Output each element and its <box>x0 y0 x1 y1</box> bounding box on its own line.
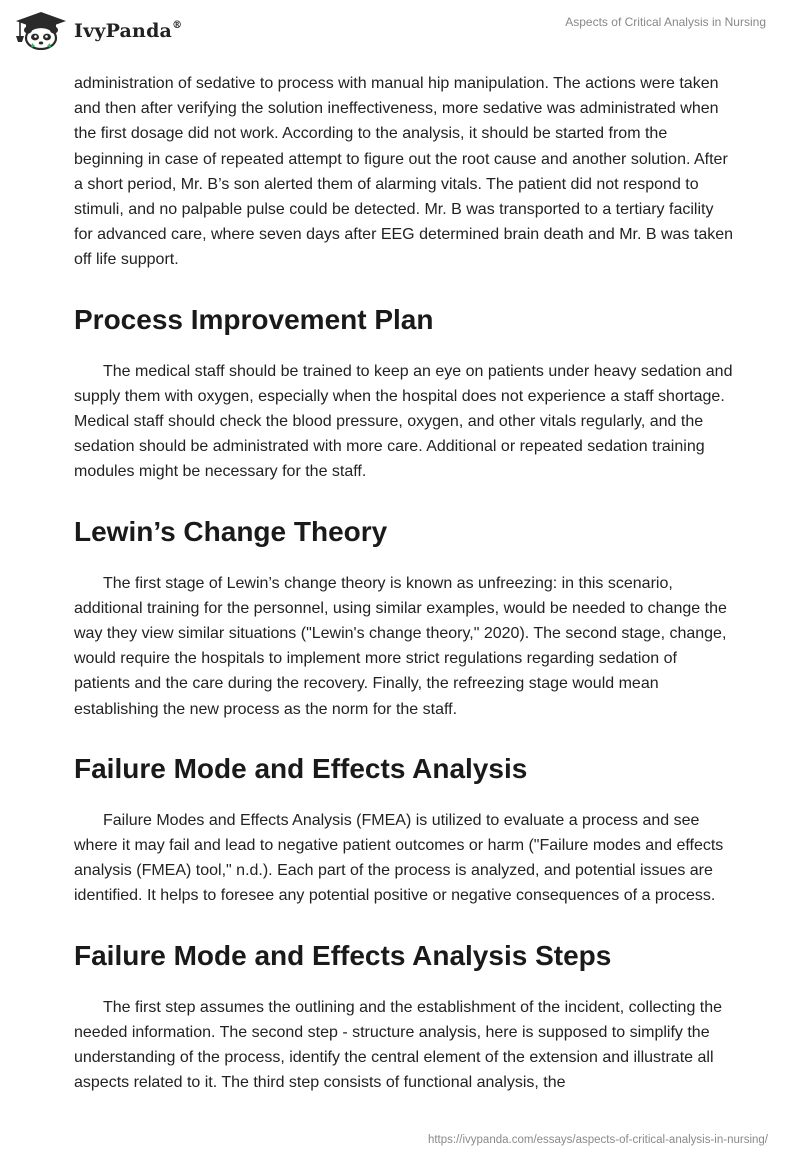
document-title: Aspects of Critical Analysis in Nursing <box>565 15 766 29</box>
heading-process-improvement-plan: Process Improvement Plan <box>74 303 434 335</box>
paragraph-intro: administration of sedative to process with manual hip manipulation. The actions were taken and then after verifying the solution ineffectiveness, more sedative was administrated when the first dosage did not work. According to the analysis, it should be started from the beginning in case of repeated attempt to figure out the root cause and another solution. After a short period, Mr. B’s son alerted them of alarming vitals. The patient did not respond to stimuli, and no palpable pulse could be detected. Mr. B was transported to a tertiary facility for advanced care, where seven days after EEG determined brain death and Mr. B was taken off life support. <box>74 75 734 269</box>
essay-body <box>74 71 734 1095</box>
brand-logo[interactable] <box>14 10 182 50</box>
panda-graduate-icon <box>14 10 68 50</box>
registered-mark: ® <box>172 19 183 31</box>
paragraph-fmea-steps: The first step assumes the outlining and the establishment of the incident, collecting the needed information. The second step - structure analysis, here is supposed to simplify the understanding of the process, identify the central element of the extension and illustrate all aspects related to it. The third step consists of functional analysis, the <box>74 998 723 1092</box>
paragraph-lewins-change-theory: The first stage of Lewin’s change theory is known as unfreezing: in this scenario, additional training for the personnel, using similar examples, would be needed to change the way they view similar situations ("Lewin's change theory," 2020). The second stage, change, would require the hospitals to implement more strict regulations regarding sedation of patients and the care during the recovery. Finally, the refreezing stage would mean establishing the new process as the norm for the staff. <box>74 574 727 718</box>
paragraph-process-improvement-plan: The medical staff should be trained to keep an eye on patients under heavy sedation and supply them with oxygen, especially when the hospital does not experience a staff shortage. Medical staff should check the blood pressure, oxygen, and other vitals regularly, and the sedation should be administrated with more care. Additional or repeated sedation training modules might be necessary for the staff. <box>74 362 733 481</box>
source-url-link[interactable]: https://ivypanda.com/essays/aspects-of-critical-analysis-in-nursing/ <box>427 1134 768 1146</box>
heading-fmea-steps: Failure Mode and Effects Analysis Steps <box>74 939 612 971</box>
paragraph-fmea: Failure Modes and Effects Analysis (FMEA) is utilized to evaluate a process and see where it may fail and lead to negative patient outcomes or harm ("Failure modes and effects analysis (FMEA) tool," n.d.). Each part of the process is analyzed, and potential issues are identified. It helps to foresee any potential positive or negative consequences of a process. <box>74 811 724 905</box>
brand-name <box>74 20 182 42</box>
heading-fmea: Failure Mode and Effects Analysis <box>74 752 528 784</box>
page-header <box>0 0 800 60</box>
heading-lewins-change-theory: Lewin’s Change Theory <box>74 515 388 547</box>
brand-name-text: IvyPanda <box>74 20 173 42</box>
